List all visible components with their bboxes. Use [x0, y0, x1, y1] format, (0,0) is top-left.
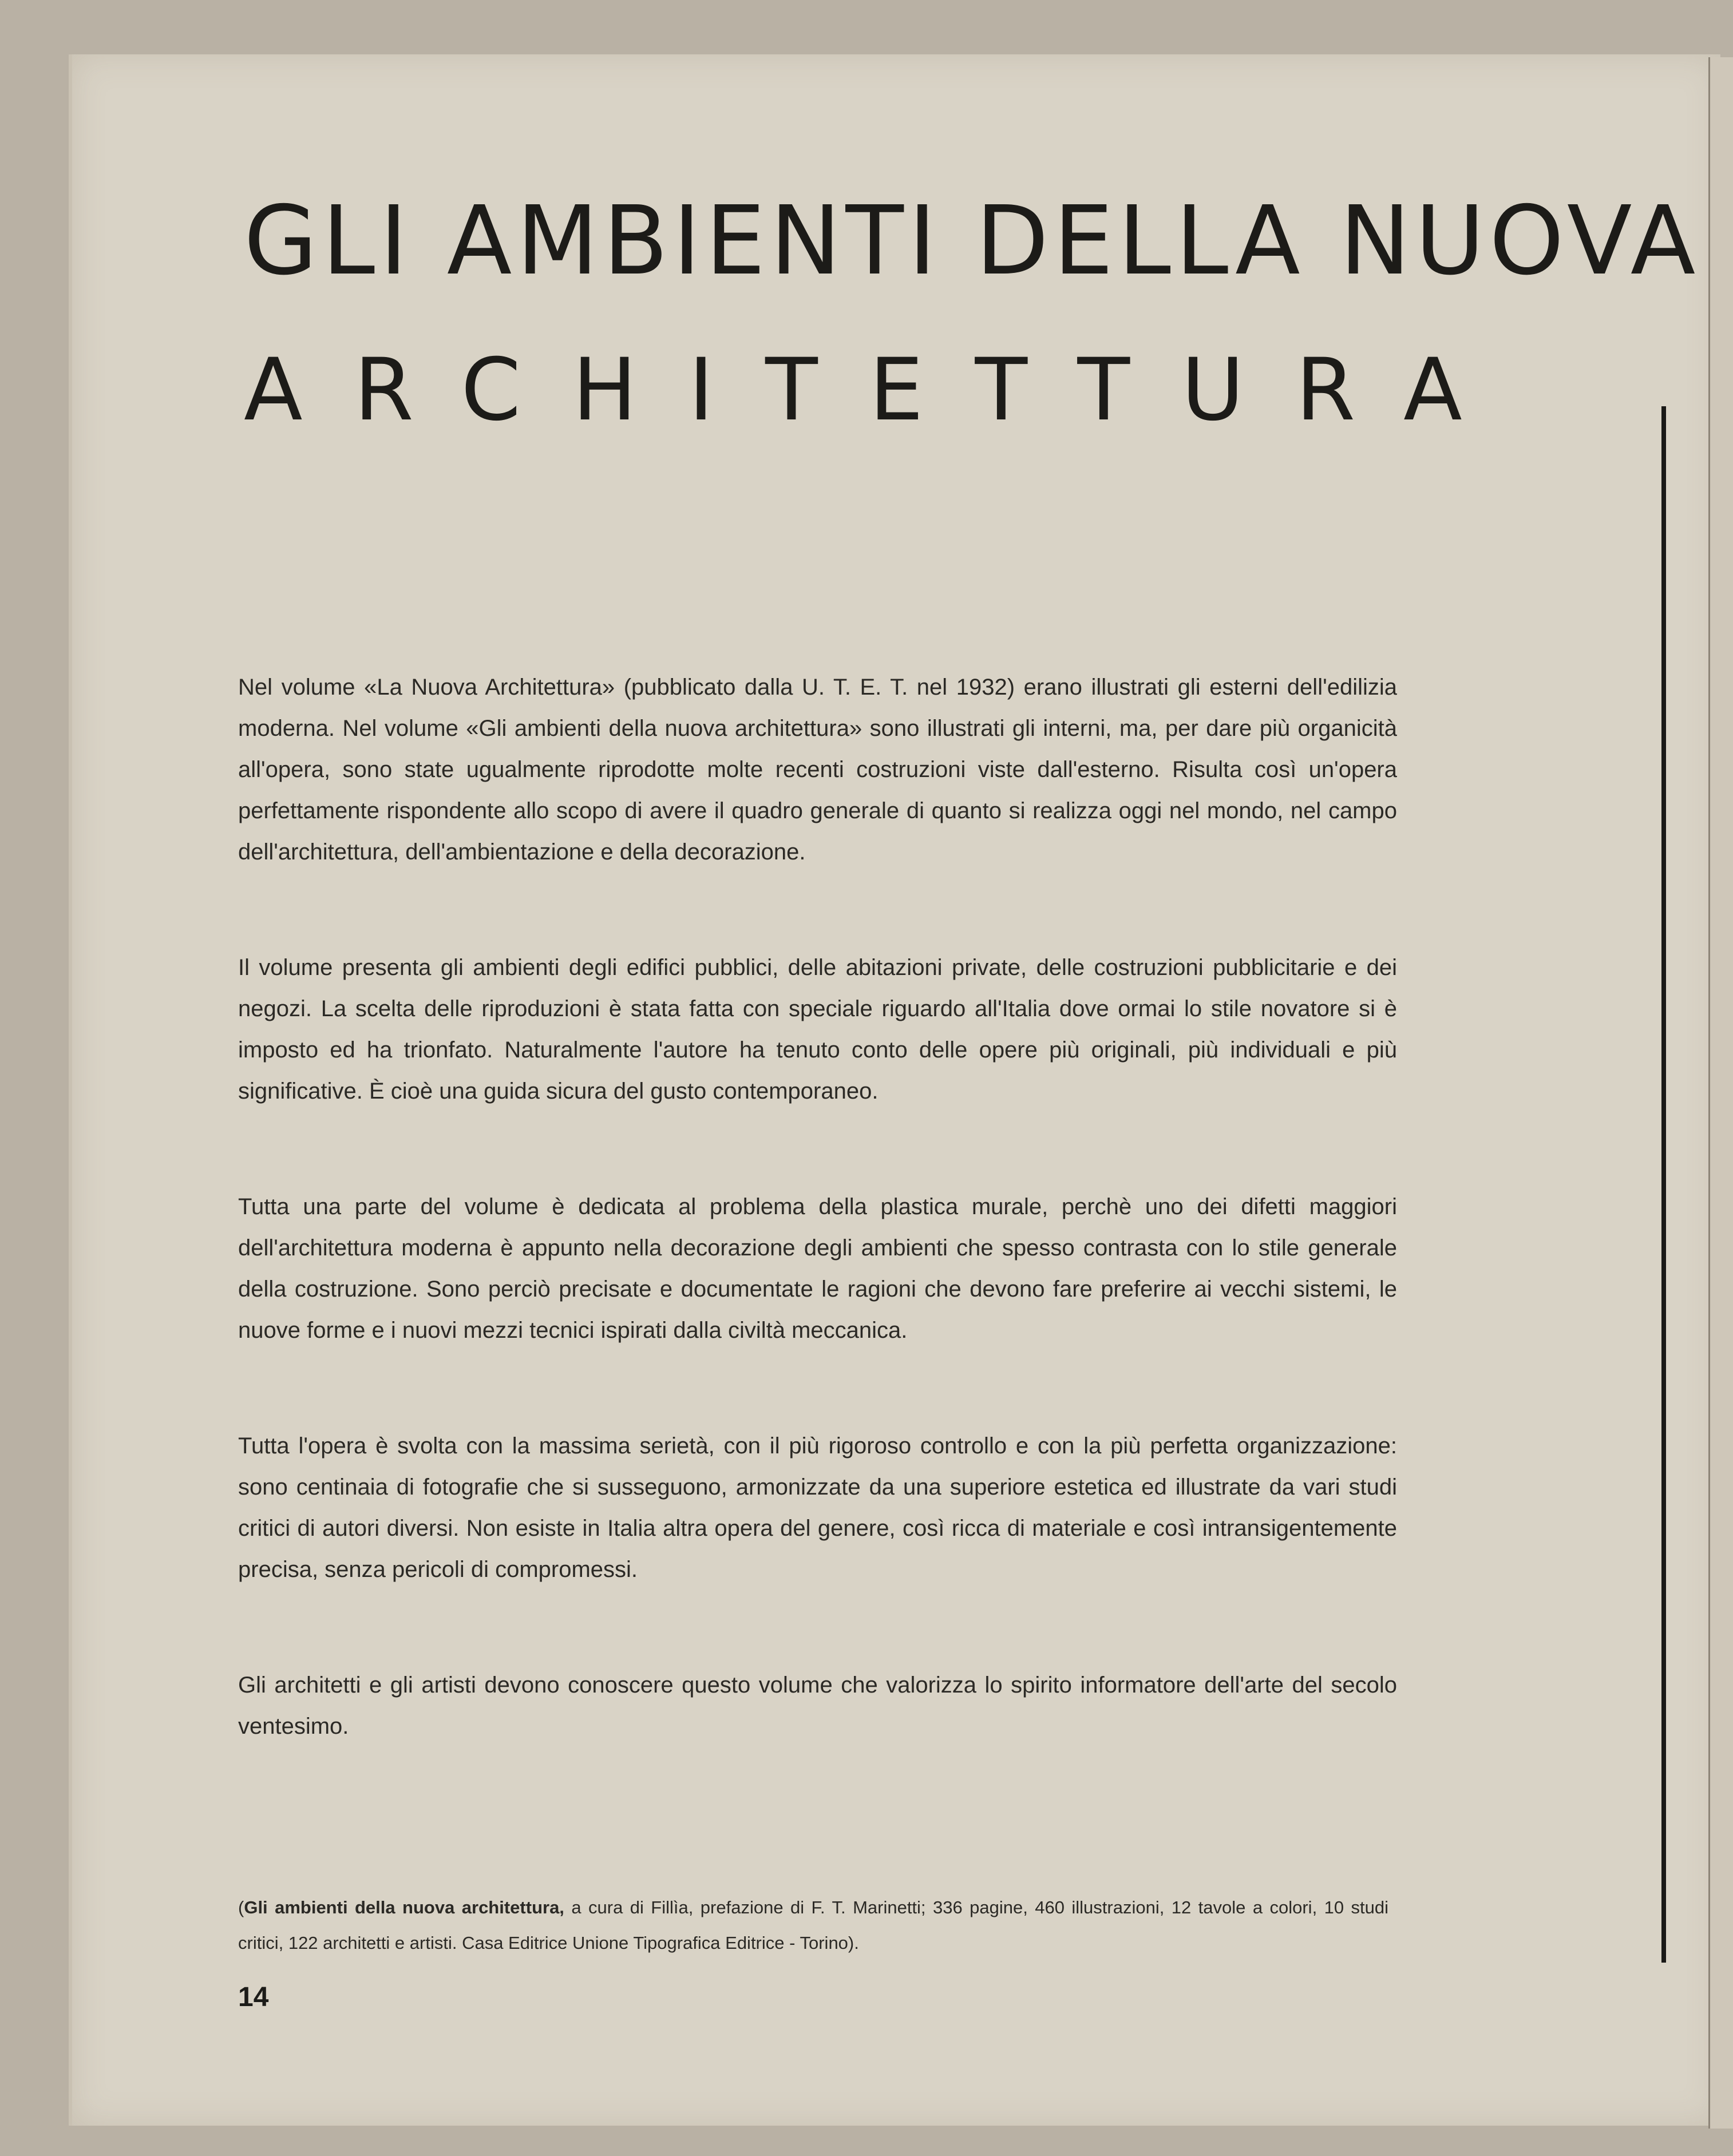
credit-open-paren: (	[238, 1897, 244, 1917]
book-credit	[238, 1890, 1388, 1961]
paragraph: Nel volume «La Nuova Architettura» (pubblicato dalla U. T. E. T. nel 1932) erano illustrati gli esterni dell'edilizia moderna. Nel volume «Gli ambienti della nuova architettura» sono illustrati gli interni, ma, per dare più organicità all'opera, sono state ugualmente riprodotte molte recenti costruzioni viste dall'esterno. Risulta così un'opera perfettamente rispondente allo scopo di avere il quadro generale di quanto si realizza oggi nel mondo, nel campo dell'architettura, dell'ambientazione e della decorazione.	[238, 675, 1397, 865]
credit-book-title: Gli ambienti della nuova architettura,	[244, 1897, 564, 1917]
vertical-rule	[1661, 406, 1666, 1963]
adjacent-page-edge	[1708, 57, 1733, 2129]
page-number: 14	[238, 1982, 269, 2012]
article-body	[238, 667, 1397, 1821]
paragraph: Gli architetti e gli artisti devono conoscere questo volume che valorizza lo spirito informatore dell'arte del secolo ventesimo.	[238, 1673, 1397, 1739]
paragraph: Tutta l'opera è svolta con la massima serietà, con il più rigoroso controllo e con la più perfetta organizzazione: sono centinaia di fotografie che si susseguono, armonizzate da una superiore estetica ed illustrate da vari studi critici di autori diversi. Non esiste in Italia altra opera del genere, così ricca di materiale e così intransigentemente precisa, senza pericoli di compromessi.	[238, 1433, 1397, 1582]
page-title-line-1: GLI AMBIENTI DELLA NUOVA	[244, 186, 1700, 296]
paragraph: Tutta una parte del volume è dedicata al problema della plastica murale, perchè uno dei difetti maggiori dell'architettura moderna è appunto nella decorazione degli ambienti che spesso contrasta con lo stile generale della costruzione. Sono perciò precisate e documentate le ragioni che devono fare preferire ai vecchi sistemi, le nuove forme e i nuovi mezzi tecnici ispirati dalla civiltà meccanica.	[238, 1194, 1397, 1343]
paragraph: Il volume presenta gli ambienti degli edifici pubblici, delle abitazioni private, delle costruzioni pubblicitarie e dei negozi. La scelta delle riproduzioni è stata fatta con speciale riguardo all'Italia dove ormai lo stile novatore si è imposto ed ha trionfato. Naturalmente l'autore ha tenuto conto delle opere più originali, più individuali e più significative. È cioè una guida sicura del gusto contemporaneo.	[238, 955, 1397, 1104]
page-title-line-2: ARCHITETTURA	[244, 340, 1514, 440]
magazine-page	[69, 54, 1720, 2126]
credit-details: a cura di Fillìa, prefazione di F. T. Marinetti; 336 pagine, 460 illustrazioni, 12 tavole a colori, 10 studi critici, 122 architetti e artisti. Casa Editrice Unione Tipografica Editrice - Torino).	[238, 1897, 1388, 1953]
